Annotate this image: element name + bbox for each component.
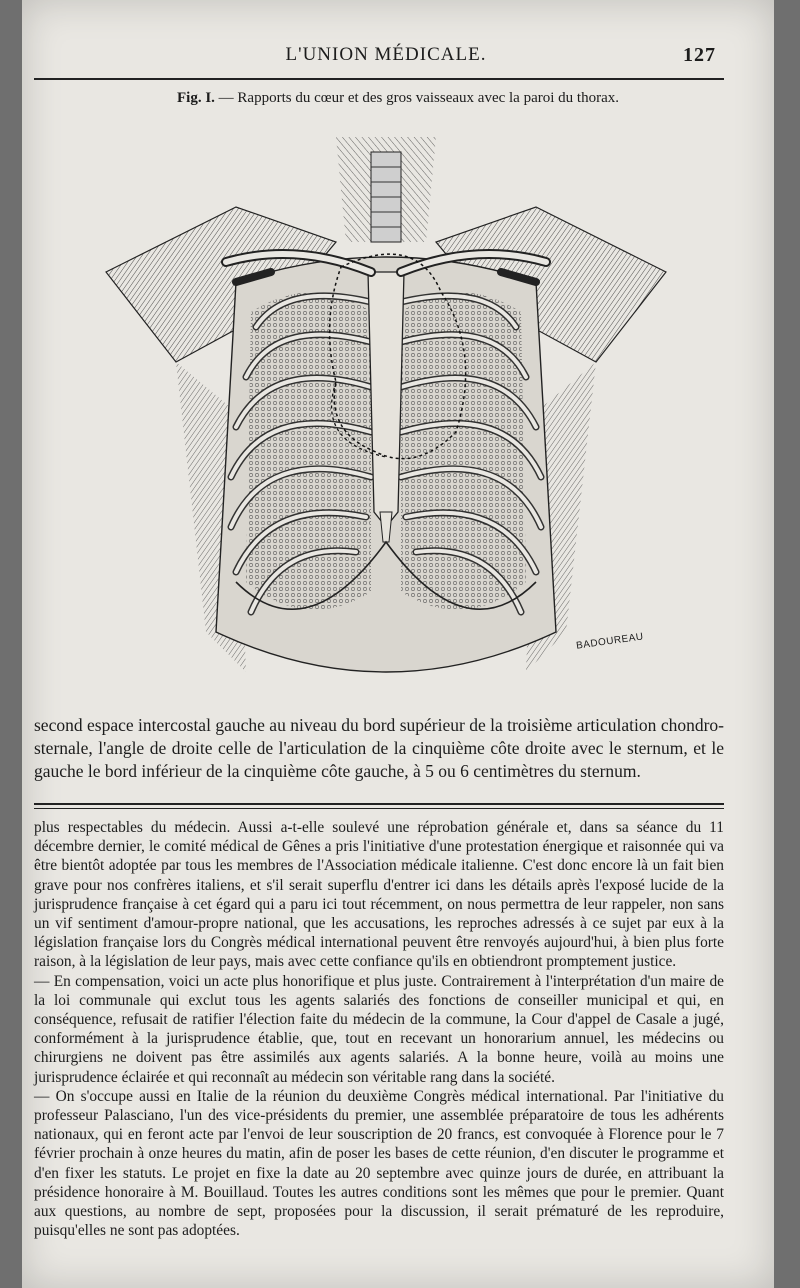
figure-caption	[22, 90, 774, 107]
engraver-signature: BADOUREAU	[575, 631, 645, 652]
body-paragraph-3: — On s'occupe aussi en Italie de la réunion du deuxième Congrès médical international. Par l'initiative du professeur Palasciano, l'un des vice-présidents du premier, une assemblée préparatoire de tous les adhérents nationaux, qui en feront acte par l'envoi de leur souscription de 20 francs, est convoquée à Florence pour le 7 février prochain à onze heures du matin, afin de poser les bases de cette réunion, d'en discuter le programme et d'en fixer les statuts. Le projet en fixe la date au 20 septembre avec quinze jours de durée, en attribuant la présidence honoraire à M. Bouillaud. Toutes les autres conditions sont les mêmes que pour le premier. Quant aux questions, au nombre de sept, proposées pour la discussion, il serait prématuré de les reproduire, puisqu'elles ne sont pas adoptées.	[34, 1087, 724, 1240]
figure-label: Fig. I.	[177, 90, 215, 106]
body-paragraph-2: — En compensation, voici un acte plus honorifique et plus juste. Contrairement à l'interprétation d'un maire de la loi communale qui exclut tous les agents salariés des fonctions de conseiller municipal et qui, en conséquence, refusait de ratifier l'élection faite du médecin de la commune, la Cour d'appel de Casale a jugé, conformément à la jurisprudence établie, que, tout en recevant un honorarium annuel, les médecins ou chirurgiens ne doivent pas être assimilés aux agents salariés. A la bonne heure, voilà au moins une jurisprudence éclairée et qui reconnaît au médecin son véritable rang dans la société.	[34, 972, 724, 1086]
thorax-engraving	[86, 112, 686, 702]
figure-caption-text: — Rapports du cœur et des gros vaisseaux avec la paroi du thorax.	[218, 90, 619, 106]
figure-continuation-paragraph: second espace intercostal gauche au niveau du bord supérieur de la troisième articulation chondro-sternale, l'angle de droite celle de l'articulation de la cinquième côte droite avec le sternum, et le gauche le bord inférieur de la cinquième côte gauche, à 5 ou 6 centimètres du sternum.	[34, 715, 724, 781]
page-number: 127	[683, 44, 716, 66]
body-paragraph-1: plus respectables du médecin. Aussi a-t-elle soulevé une réprobation générale et, dans sa séance du 11 décembre dernier, le comité médical de Gênes a pris l'initiative d'une protestation énergique et raisonnée qui va être bientôt adoptée par tous les membres de l'Association médicale italienne. C'est donc encore là un fait bien grave pour nos confrères italiens, et s'il serait superflu d'entrer ici dans les détails après l'exposé lucide de la jurisprudence française à cet égard qui a paru ici tout récemment, on nous permettra de leur rappeler, non sans un vif sentiment d'amour-propre national, que les accusations, les reproches adressés à ce sujet par eux à la législation française lors du Congrès médical international peuvent être renvoyés aujourd'hui, à bien plus forte raison, à la législation de leur pays, mais avec cette confiance qu'ils en obtiendront promptement justice.	[34, 819, 724, 971]
running-header	[56, 44, 716, 74]
journal-title: L'UNION MÉDICALE.	[285, 44, 487, 65]
article-body	[34, 818, 724, 1240]
section-double-rule	[34, 803, 724, 809]
document-page	[22, 0, 774, 1288]
thorax-illustration	[86, 112, 686, 702]
header-rule	[34, 78, 724, 80]
